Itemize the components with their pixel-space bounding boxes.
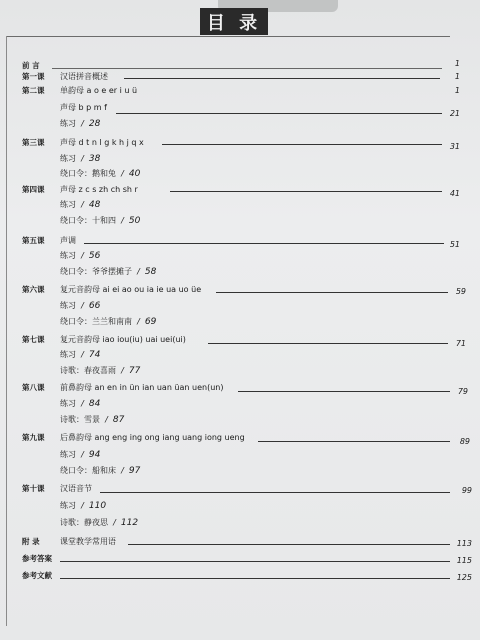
leader-line — [60, 561, 450, 562]
toc-page-number: 89 — [459, 437, 470, 446]
toc-entry-lesson-8 — [0, 381, 480, 395]
toc-sub-title: 绕口令：兰兰和南南 — [60, 317, 132, 326]
toc-lesson-label: 参考答案 — [22, 554, 52, 563]
toc-sub-entry — [0, 249, 480, 263]
toc-sub-entry — [0, 299, 480, 313]
toc-sub-entry — [0, 464, 480, 478]
toc-sub-entry — [0, 364, 480, 378]
toc-sub-title: 练习 — [60, 251, 76, 260]
toc-page-number: 71 — [455, 339, 466, 348]
toc-sub-title: 练习 — [60, 399, 76, 408]
toc-entry-title: 声母 d t n l g k h j q x — [60, 138, 144, 147]
slash-separator: / — [81, 450, 84, 459]
toc-page-number: 110 — [88, 501, 107, 511]
slash-separator: / — [121, 216, 124, 225]
toc-sub-title: 绕口令：船和床 — [60, 466, 116, 475]
slash-separator: / — [137, 317, 140, 326]
toc-sub-title: 诗歌：静夜思 — [60, 518, 108, 527]
leader-line — [84, 243, 444, 244]
toc-entry-title: 后鼻韵母 ang eng ing ong iang uang iong ueng — [60, 433, 245, 442]
toc-sub-title: 绕口令：十和四 — [60, 216, 116, 225]
toc-page-number: 79 — [457, 387, 468, 396]
toc-entry-lesson-5 — [0, 234, 480, 248]
toc-sub-entry — [0, 198, 480, 212]
toc-page-number: 84 — [88, 399, 101, 409]
slash-separator: / — [121, 466, 124, 475]
toc-sub-entry — [0, 214, 480, 228]
leader-line — [208, 343, 448, 344]
slash-separator: / — [105, 415, 108, 424]
leader-line — [258, 441, 450, 442]
toc-page-number: 87 — [112, 415, 125, 425]
toc-entry-lesson-2 — [0, 84, 480, 98]
toc-sub-entry — [0, 152, 480, 166]
toc-page-number: 97 — [128, 466, 141, 476]
title-box — [200, 8, 268, 35]
toc-lesson-label: 第九课 — [22, 433, 45, 442]
toc-entry-lesson-6 — [0, 283, 480, 297]
leader-line — [116, 113, 442, 114]
toc-sub-title: 绕口令：爷爷摆摊子 — [60, 267, 132, 276]
toc-page-number: 66 — [88, 301, 101, 311]
toc-page-number: 115 — [456, 556, 472, 565]
slash-separator: / — [113, 518, 116, 527]
toc-page-number: 1 — [454, 86, 460, 95]
slash-separator: / — [121, 169, 124, 178]
toc-lesson-label: 第三课 — [22, 138, 45, 147]
slash-separator: / — [81, 301, 84, 310]
toc-page-number: 51 — [449, 240, 460, 249]
toc-entry-title: 汉语音节 — [60, 484, 92, 493]
slash-separator: / — [121, 366, 124, 375]
toc-sub-title: 练习 — [60, 450, 76, 459]
toc-page-number: 113 — [456, 539, 472, 548]
leader-line — [128, 544, 450, 545]
toc-sub-entry — [0, 117, 480, 131]
toc-page-number: 74 — [88, 350, 101, 360]
toc-entry-answers — [0, 552, 480, 566]
toc-sub-title: 练习 — [60, 501, 76, 510]
toc-sub-title: 绕口令：鹅和兔 — [60, 169, 116, 178]
toc-entry-title: 声调 — [60, 236, 76, 245]
toc-lesson-label: 第四课 — [22, 185, 45, 194]
leader-line — [170, 191, 442, 192]
toc-sub-entry — [0, 448, 480, 462]
toc-lesson-label: 附 录 — [22, 537, 40, 546]
toc-page-number: 40 — [128, 169, 141, 179]
toc-sub-title: 诗歌：春夜喜雨 — [60, 366, 116, 375]
toc-page-number: 38 — [88, 154, 101, 164]
toc-page-number: 21 — [449, 109, 460, 118]
toc-page-number: 58 — [144, 267, 157, 277]
slash-separator: / — [81, 251, 84, 260]
toc-entry-title: 单韵母 a o e er i u ü — [60, 86, 138, 95]
slash-separator: / — [81, 501, 84, 510]
toc-entry-lesson-4 — [0, 183, 480, 197]
toc-entry-lesson-9 — [0, 431, 480, 445]
toc-entry-title: 汉语拼音概述 — [60, 72, 108, 81]
toc-page-number: 69 — [144, 317, 157, 327]
slash-separator: / — [81, 154, 84, 163]
toc-entry-title: 复元音韵母 iao iou(iu) uai uei(ui) — [60, 335, 186, 344]
toc-page-number: 41 — [449, 189, 460, 198]
slash-separator: / — [81, 200, 84, 209]
toc-lesson-label: 第七课 — [22, 335, 45, 344]
toc-entry-title: 复元音韵母 ai ei ao ou ia ie ua uo üe — [60, 285, 202, 294]
toc-lesson-label: 参考文献 — [22, 571, 52, 580]
toc-page-number: 28 — [88, 119, 101, 129]
toc-page-number: 99 — [461, 486, 472, 495]
toc-lesson-label: 第六课 — [22, 285, 45, 294]
toc-page-number: 31 — [449, 142, 460, 151]
toc-entry-title: 前鼻韵母 an en in ün ian uan üan uen(un) — [60, 383, 224, 392]
toc-page-number: 1 — [454, 59, 460, 68]
leader-line — [124, 78, 440, 79]
toc-sub-entry — [0, 516, 480, 530]
toc-lesson-label: 第二课 — [22, 86, 45, 95]
toc-entry-lesson-3 — [0, 136, 480, 150]
toc-sub-entry — [0, 413, 480, 427]
slash-separator: / — [81, 399, 84, 408]
toc-entry-appendix — [0, 535, 480, 549]
toc-sub-title: 练习 — [60, 350, 76, 359]
toc-sub-title: 诗歌：雪景 — [60, 415, 100, 424]
slash-separator: / — [81, 350, 84, 359]
toc-sub-title: 声母 b p m f — [60, 103, 107, 112]
toc-sub-entry — [0, 397, 480, 411]
toc-sub-title: 练习 — [60, 200, 76, 209]
top-rule — [6, 36, 450, 37]
toc-sub-entry — [0, 348, 480, 362]
leader-line — [162, 144, 442, 145]
page-title: 目 录 — [206, 12, 262, 34]
toc-sub-title: 练习 — [60, 154, 76, 163]
leader-line — [100, 492, 450, 493]
toc-sub-entry — [0, 315, 480, 329]
toc-lesson-label: 第一课 — [22, 72, 45, 81]
toc-entry-lesson-1 — [0, 70, 480, 84]
toc-sub-title: 练习 — [60, 119, 76, 128]
toc-sub-entry — [0, 167, 480, 181]
toc-entry-title: 课堂教学常用语 — [60, 537, 116, 546]
toc-lesson-label: 第十课 — [22, 484, 45, 493]
toc-entry-references — [0, 569, 480, 583]
toc-page-number: 125 — [456, 573, 472, 582]
toc-entry-lesson-7 — [0, 333, 480, 347]
leader-line — [216, 292, 448, 293]
toc-lesson-label: 第八课 — [22, 383, 45, 392]
toc-entry-title: 声母 z c s zh ch sh r — [60, 185, 138, 194]
leader-line — [52, 68, 442, 69]
toc-page-number: 77 — [128, 366, 141, 376]
toc-page-number: 56 — [88, 251, 101, 261]
toc-page-number: 94 — [88, 450, 101, 460]
toc-page-number: 48 — [88, 200, 101, 210]
toc-entry-lesson-10 — [0, 482, 480, 496]
leader-line — [60, 578, 450, 579]
slash-separator: / — [137, 267, 140, 276]
toc-sub-entry — [0, 499, 480, 513]
toc-page-number: 112 — [120, 518, 139, 528]
toc-sub-entry — [0, 101, 480, 118]
toc-page-number: 1 — [454, 72, 460, 81]
leader-line — [238, 391, 450, 392]
toc-lesson-label: 前 言 — [22, 61, 40, 70]
toc-sub-entry — [0, 265, 480, 279]
toc-lesson-label: 第五课 — [22, 236, 45, 245]
toc-page-number: 59 — [455, 287, 466, 296]
toc-sub-title: 练习 — [60, 301, 76, 310]
toc-page-number: 50 — [128, 216, 141, 226]
slash-separator: / — [81, 119, 84, 128]
